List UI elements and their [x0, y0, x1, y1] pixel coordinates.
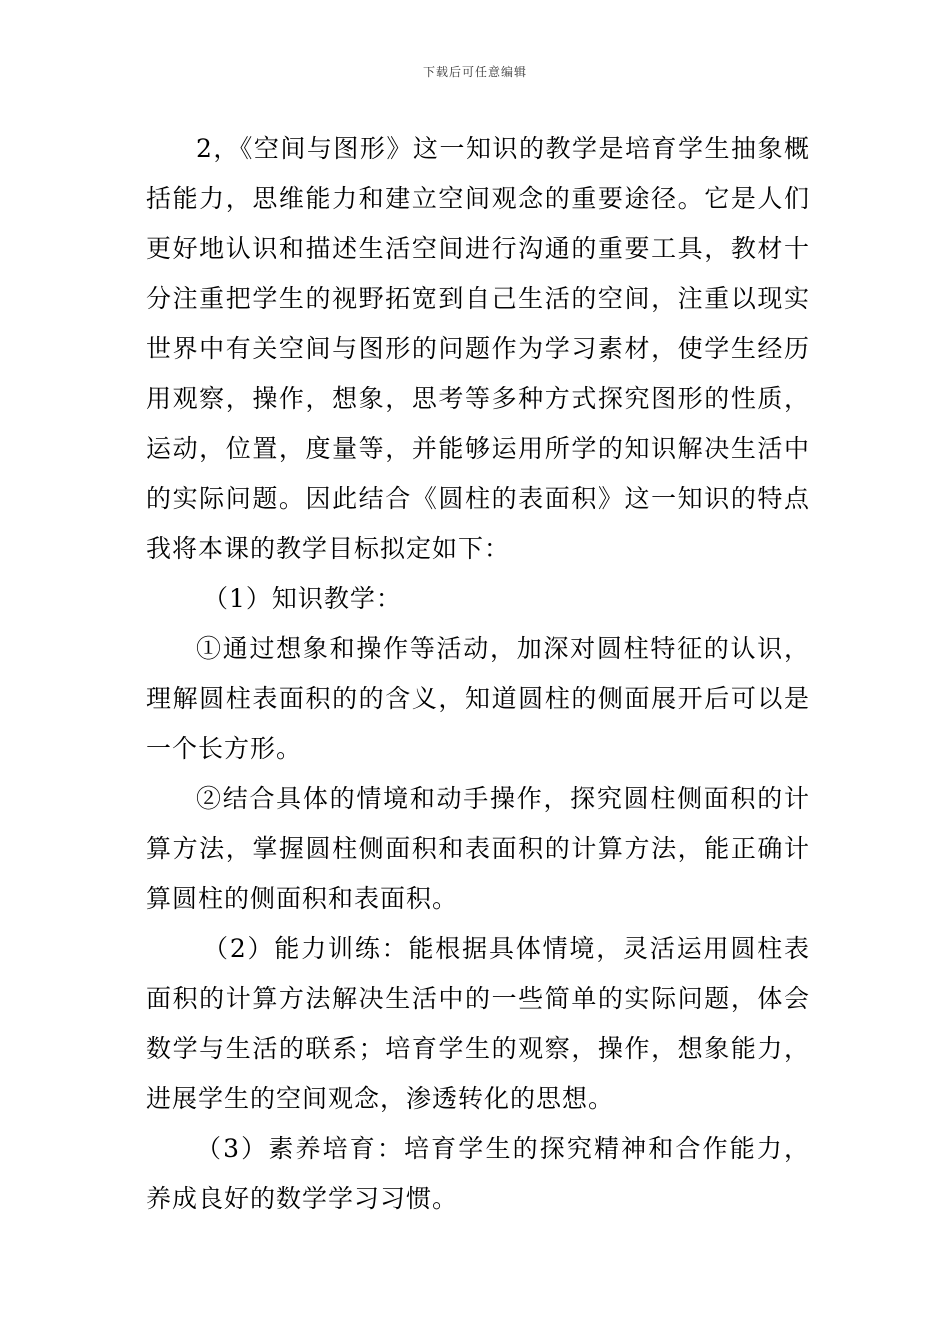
paragraph-goal-1: ①通过想象和操作等活动，加深对圆柱特征的认识，理解圆柱表面积的的含义，知道圆柱的侧面展开后可以是一个长方形。: [146, 634, 810, 763]
page-header: 下载后可任意编辑: [422, 65, 527, 79]
paragraph-literacy-cultivation: （3）素养培育：培育学生的探究精神和合作能力，养成良好的数学学习习惯。: [146, 1134, 810, 1213]
paragraph-ability-training: （2）能力训练：能根据具体情境，灵活运用圆柱表面积的计算方法解决生活中的一些简单的实际问题，体会数学与生活的联系；培育学生的观察，操作，想象能力，进展学生的空间观念，渗透转化的思想。: [146, 934, 810, 1113]
paragraph-goal-2: ②结合具体的情境和动手操作，探究圆柱侧面积的计算方法，掌握圆柱侧面积和表面积的计算方法，能正确计算圆柱的侧面积和表面积。: [146, 784, 810, 913]
paragraph-knowledge-heading: （1）知识教学：: [203, 584, 402, 613]
document-body: [146, 124, 810, 1224]
paragraph-teaching-goals-intro: 2，《空间与图形》这一知识的教学是培育学生抽象概括能力，思维能力和建立空间观念的重要途径。它是人们更好地认识和描述生活空间进行沟通的重要工具，教材十分注重把学生的视野拓宽到自己生活的空间，注重以现实世界中有关空间与图形的问题作为学习素材，使学生经历用观察，操作，想象，思考等多种方式探究图形的性质，运动，位置，度量等，并能够运用所学的知识解决生活中的实际问题。因此结合《圆柱的表面积》这一知识的特点我将本课的教学目标拟定如下：: [146, 134, 810, 563]
